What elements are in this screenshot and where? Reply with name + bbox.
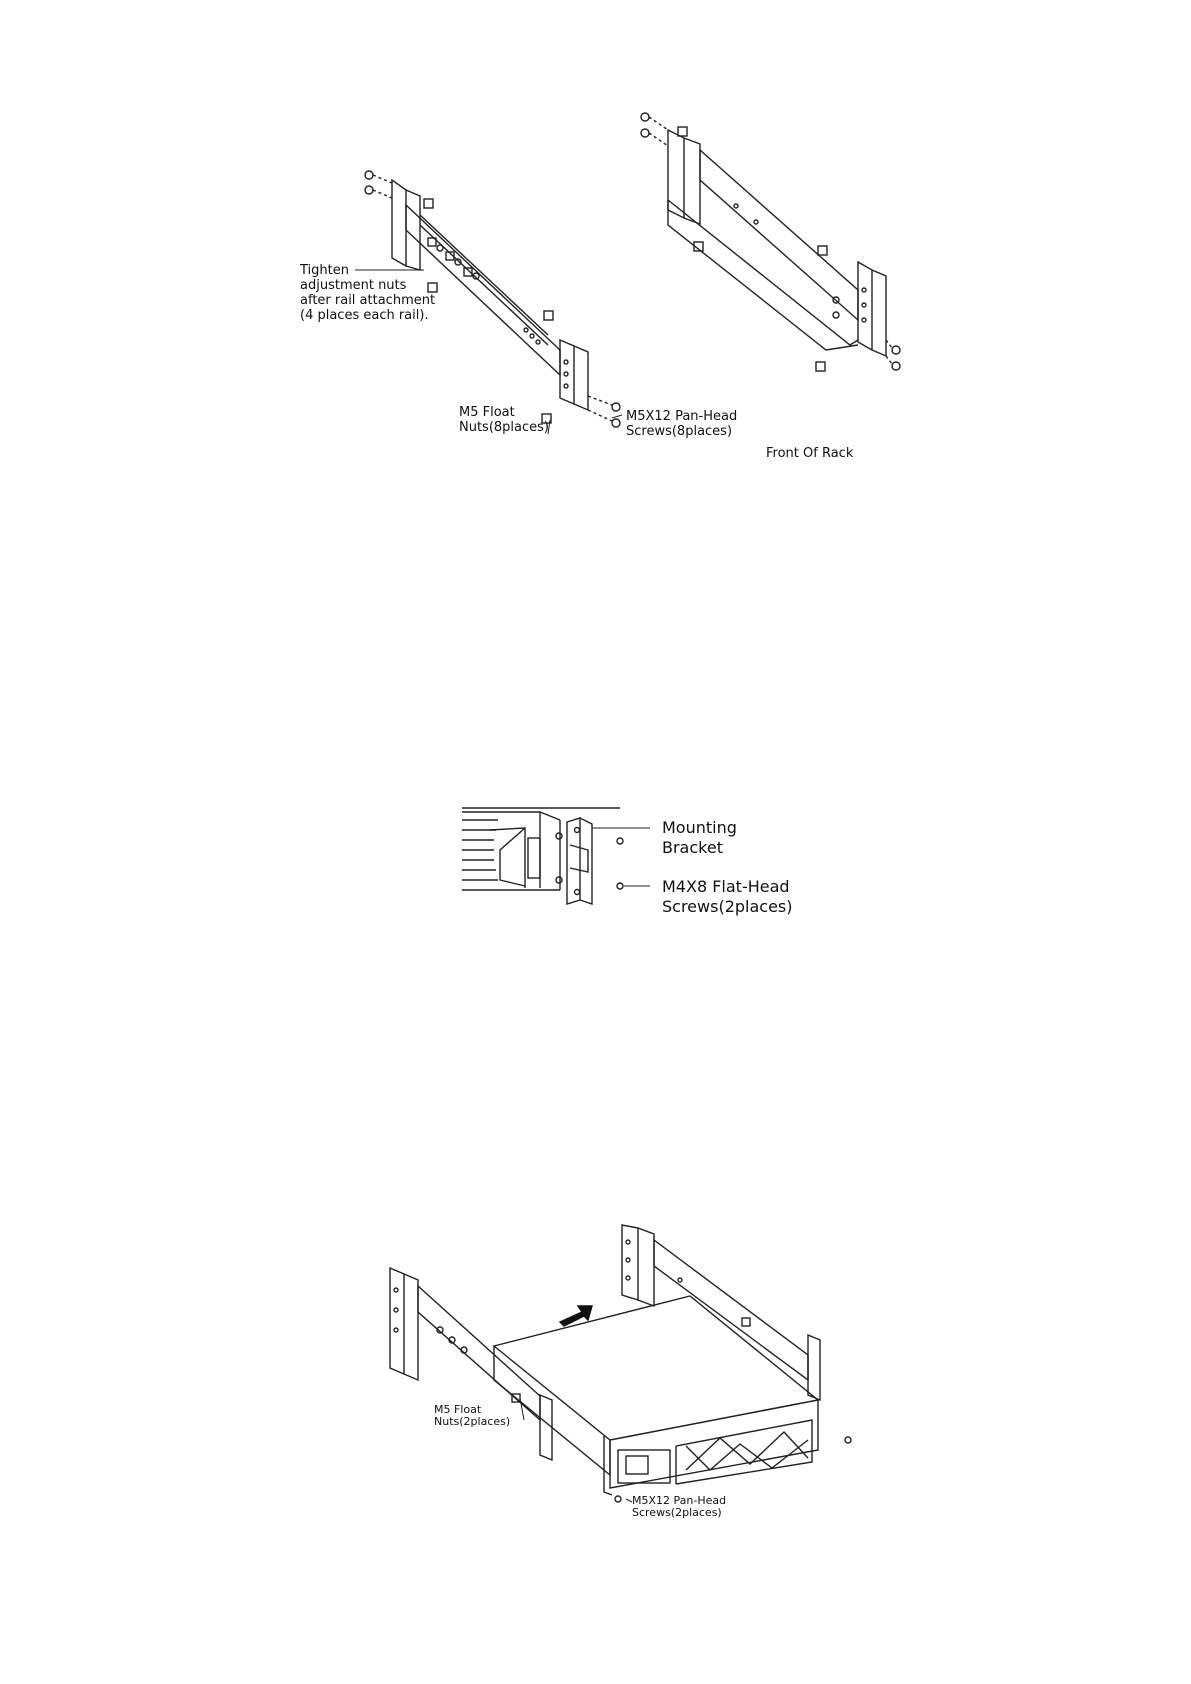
pan-head-screw-left: [615, 1496, 621, 1502]
left-rail-installed: [390, 1268, 552, 1460]
pan-head-screws-label-2: M5X12 Pan-Head Screws(2places): [632, 1494, 727, 1519]
mounting-bracket-label: Mounting Bracket: [662, 818, 737, 857]
push-arrow: [560, 1306, 592, 1326]
float-nuts-label: M5 Float Nuts(8places): [459, 405, 549, 435]
flat-head-screws-label: M4X8 Flat-Head Screws(2places): [662, 877, 793, 916]
float-nut-right: [742, 1318, 750, 1326]
float-nuts-label-2: M5 Float Nuts(2places): [434, 1403, 511, 1428]
tighten-nuts-label: Tighten adjustment nuts after rail attachment (4 places each rail).: [300, 263, 436, 323]
pan-head-screw-right: [845, 1437, 851, 1443]
rear-rail-right: [622, 1225, 820, 1400]
pan-head-screws-label: M5X12 Pan-Head Screws(8places): [626, 409, 738, 439]
front-of-rack-label: Front Of Rack: [766, 446, 854, 461]
